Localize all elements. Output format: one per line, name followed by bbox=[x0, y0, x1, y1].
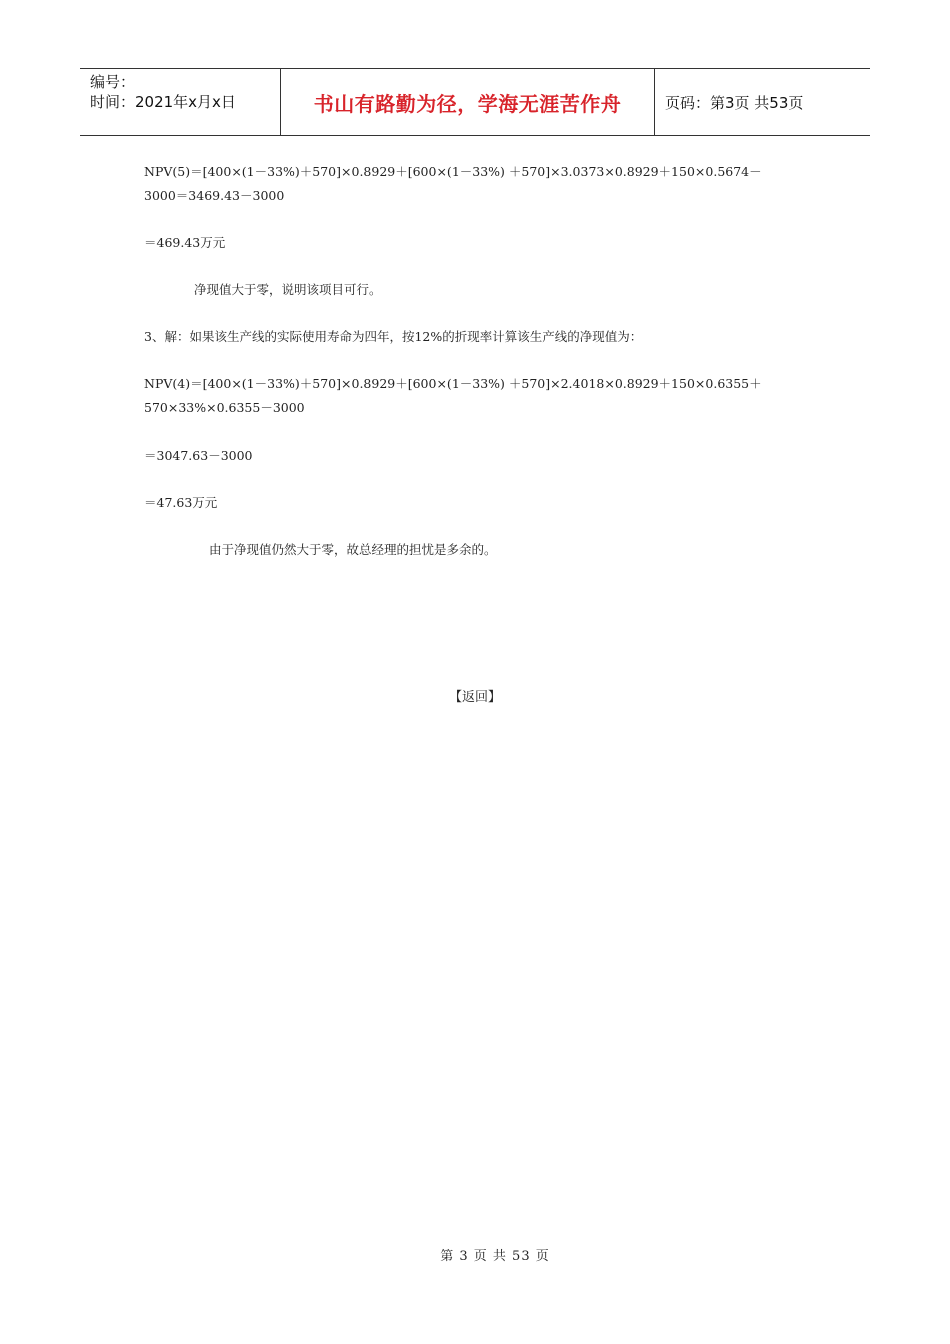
conclusion-paragraph-1: 净现值大于零，说明该项目可行。 bbox=[194, 282, 382, 297]
npv4-result: ＝47.63万元 bbox=[144, 495, 218, 510]
header-page-code: 页码：第3页 共53页 bbox=[665, 93, 804, 112]
header-page-cell bbox=[655, 69, 870, 135]
conclusion-paragraph-2: 由于净现值仍然大于零，故总经理的担忧是多余的。 bbox=[209, 542, 497, 557]
header-meta-cell bbox=[80, 69, 281, 135]
page-footer: 第 3 页 共 53 页 bbox=[440, 1249, 550, 1264]
document-time-label: 时间：2021年x月x日 bbox=[90, 93, 236, 111]
return-link[interactable]: 【返回】 bbox=[448, 690, 501, 705]
npv4-formula-line1: NPV(4)＝[400×(1－33%)＋570]×0.8929＋[600×(1－33%) ＋570]×2.4018×0.8929＋150×0.6355＋ bbox=[144, 376, 762, 391]
document-number-label: 编号： bbox=[90, 73, 136, 91]
npv4-formula-line2: 570×33%×0.6355－3000 bbox=[144, 400, 305, 415]
npv5-result: ＝469.43万元 bbox=[144, 235, 226, 250]
question-3-intro: 3、解：如果该生产线的实际使用寿命为四年，按12%的折现率计算该生产线的净现值为： bbox=[144, 329, 643, 344]
page-header bbox=[80, 68, 870, 136]
header-slogan-cell bbox=[281, 69, 655, 135]
npv4-step: ＝3047.63－3000 bbox=[144, 448, 253, 463]
npv5-formula-line2: 3000＝3469.43－3000 bbox=[144, 188, 285, 203]
header-slogan: 书山有路勤为径，学海无涯苦作舟 bbox=[313, 91, 622, 116]
npv5-formula-line1: NPV(5)＝[400×(1－33%)＋570]×0.8929＋[600×(1－33%) ＋570]×3.0373×0.8929＋150×0.5674－ bbox=[144, 164, 762, 179]
